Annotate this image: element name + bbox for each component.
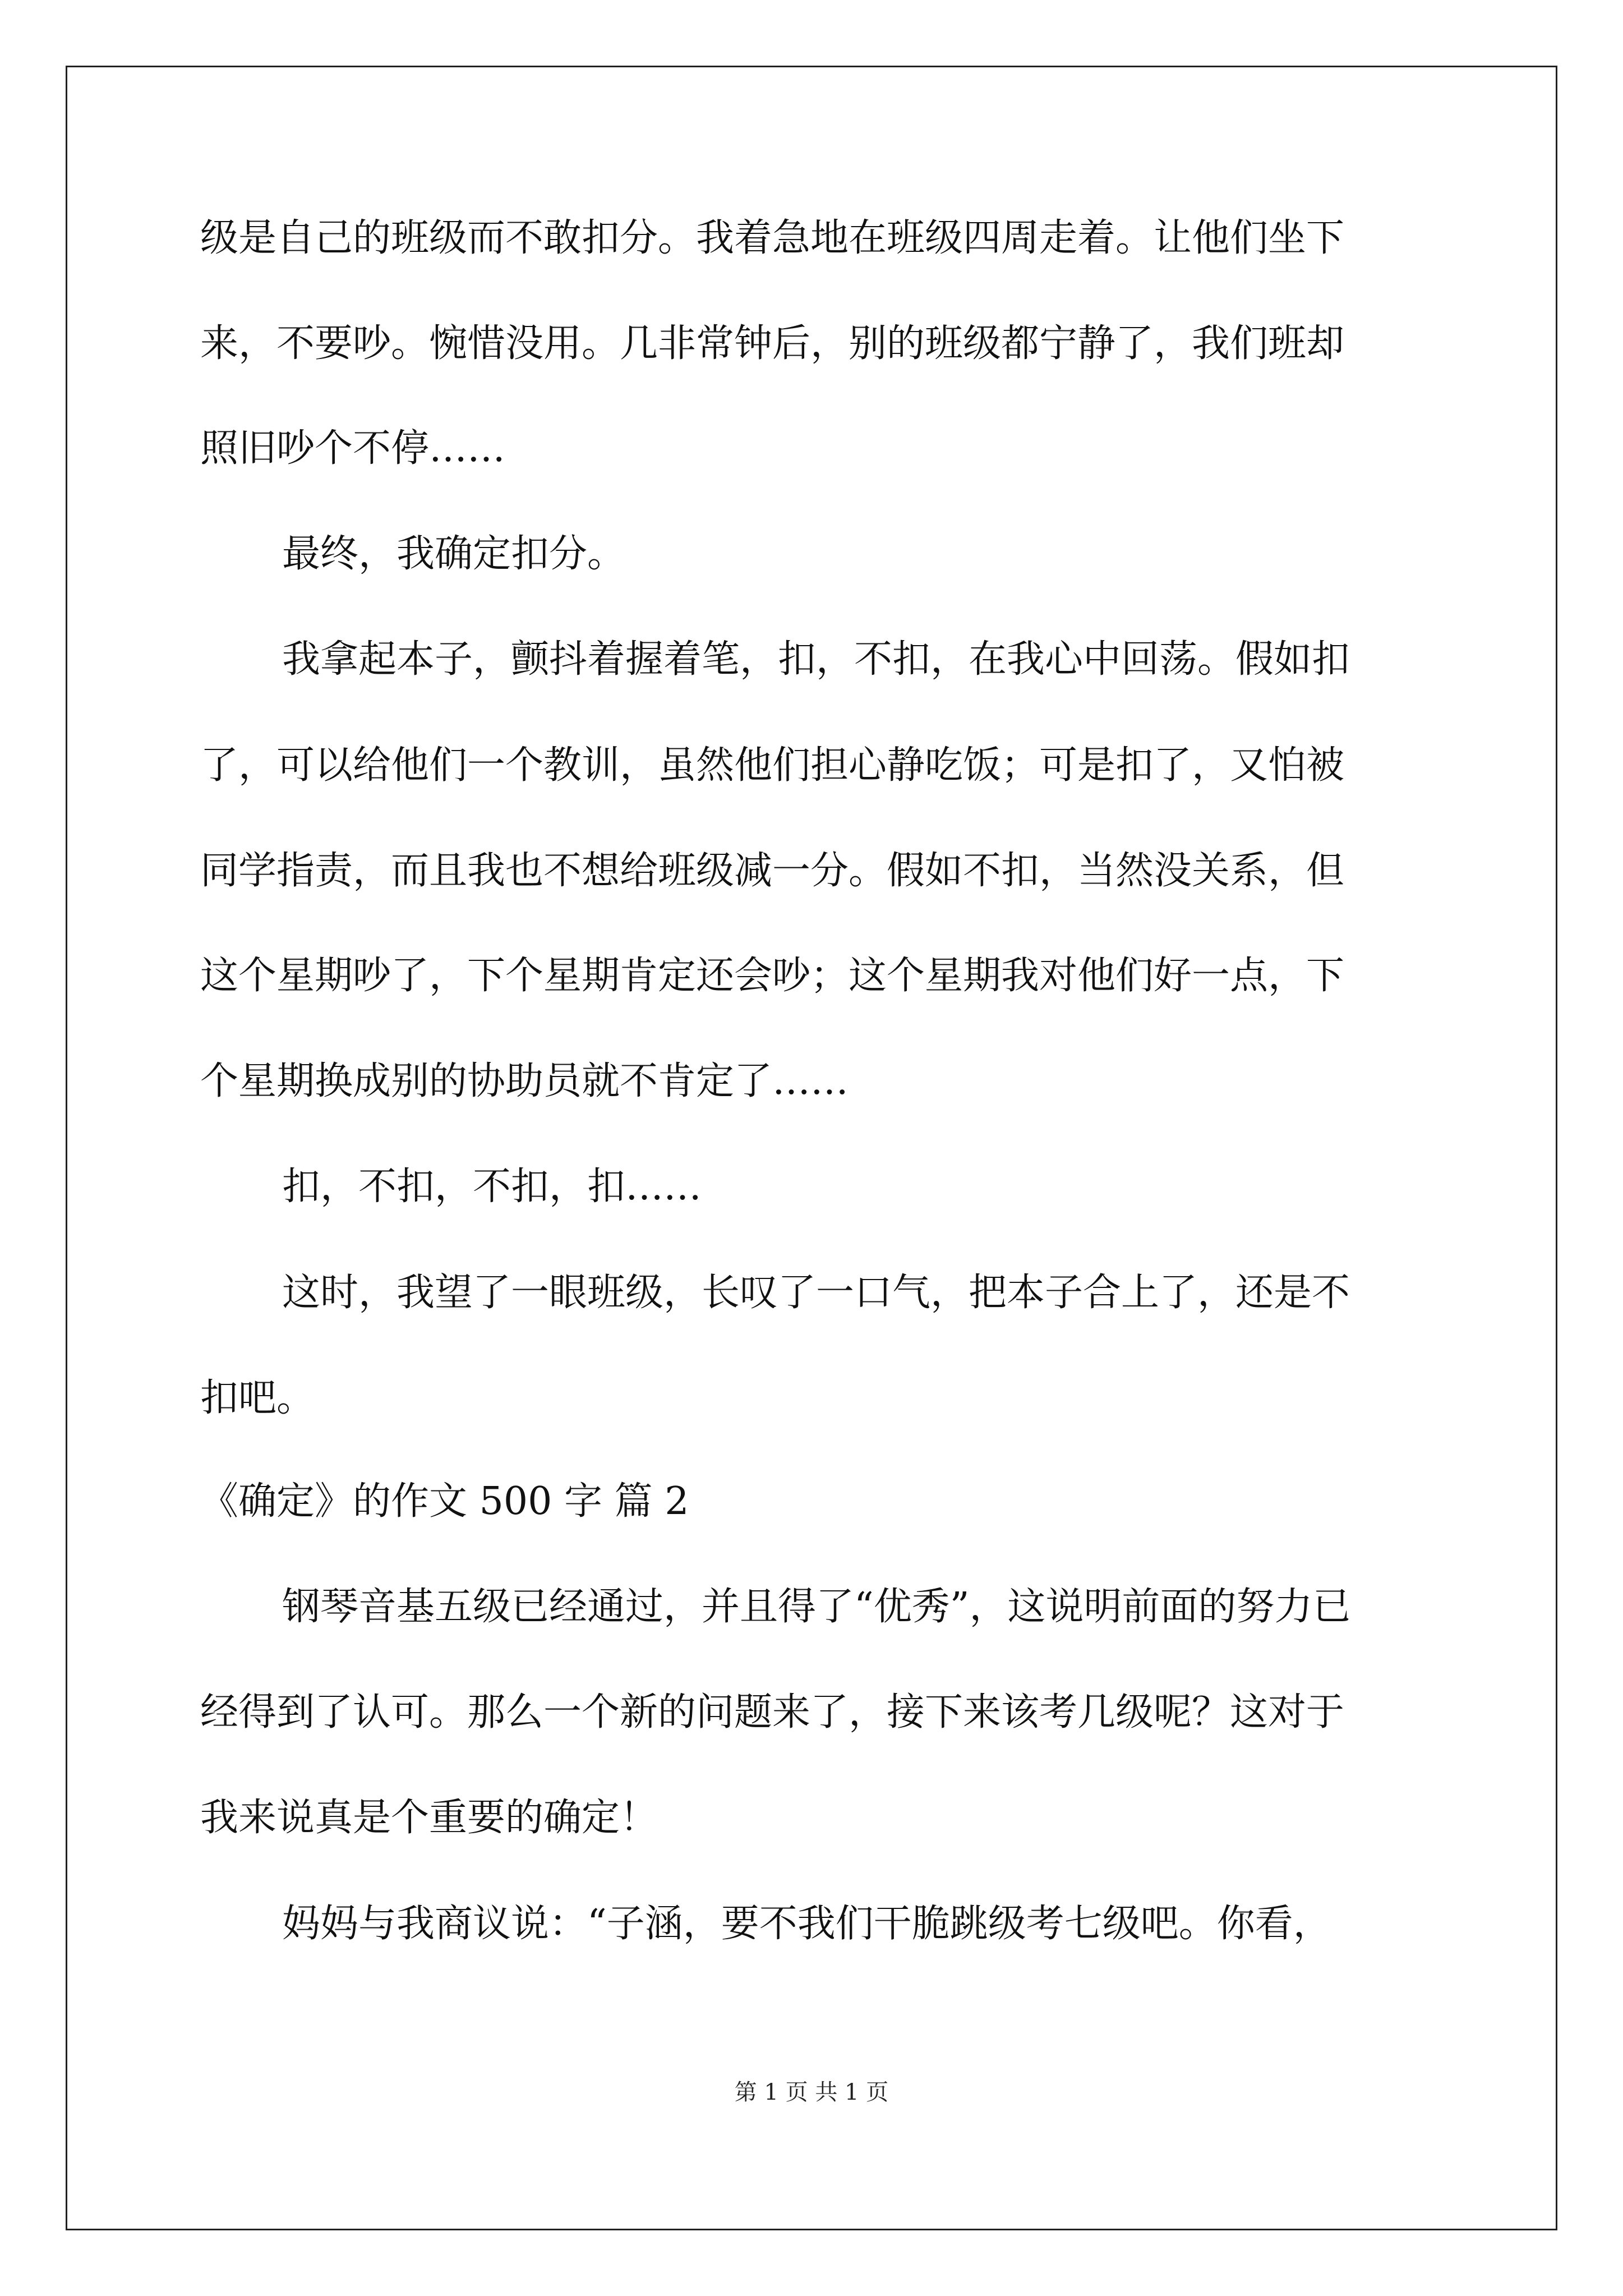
text-line: 我来说真是个重要的确定！ <box>200 1796 658 1840</box>
text-line: 同学指责，而且我也不想给班级减一分。假如不扣，当然没关系，但 <box>200 849 1345 893</box>
text-line: 经得到了认可。那么一个新的问题来了，接下来该考几级呢？这对于 <box>200 1690 1345 1734</box>
text-line: 最终，我确定扣分。 <box>282 532 626 576</box>
text-line: 我拿起本子，颤抖着握着笔，扣，不扣，在我心中回荡。假如扣 <box>282 637 1350 682</box>
text-line: 钢琴音基五级已经通过，并且得了“优秀”，这说明前面的努力已 <box>282 1585 1351 1629</box>
text-line: 了，可以给他们一个教训，虽然他们担心静吃饭；可是扣了，又怕被 <box>200 743 1345 788</box>
text-line: 扣，不扣，不扣，扣…… <box>282 1165 702 1209</box>
text-line: 个星期换成别的协助员就不肯定了…… <box>200 1059 849 1103</box>
text-line: 来，不要吵。惋惜没用。几非常钟后，别的班级都宁静了，我们班却 <box>200 321 1345 366</box>
text-line: 这时，我望了一眼班级，长叹了一口气，把本子合上了，还是不 <box>282 1271 1350 1315</box>
text-line: 扣吧。 <box>200 1376 315 1420</box>
section-heading: 《确定》的作文 500 字 篇 2 <box>200 1479 689 1524</box>
text-line: 这个星期吵了，下个星期肯定还会吵；这个星期我对他们好一点，下 <box>200 954 1345 998</box>
text-line: 照旧吵个不停…… <box>200 426 506 471</box>
text-line: 级是自己的班级而不敢扣分。我着急地在班级四周走着。让他们坐下 <box>200 216 1345 260</box>
text-line: 妈妈与我商议说：“子涵，要不我们干脆跳级考七级吧。你看， <box>282 1902 1331 1946</box>
page-footer: 第 1 页 共 1 页 <box>734 2079 889 2105</box>
